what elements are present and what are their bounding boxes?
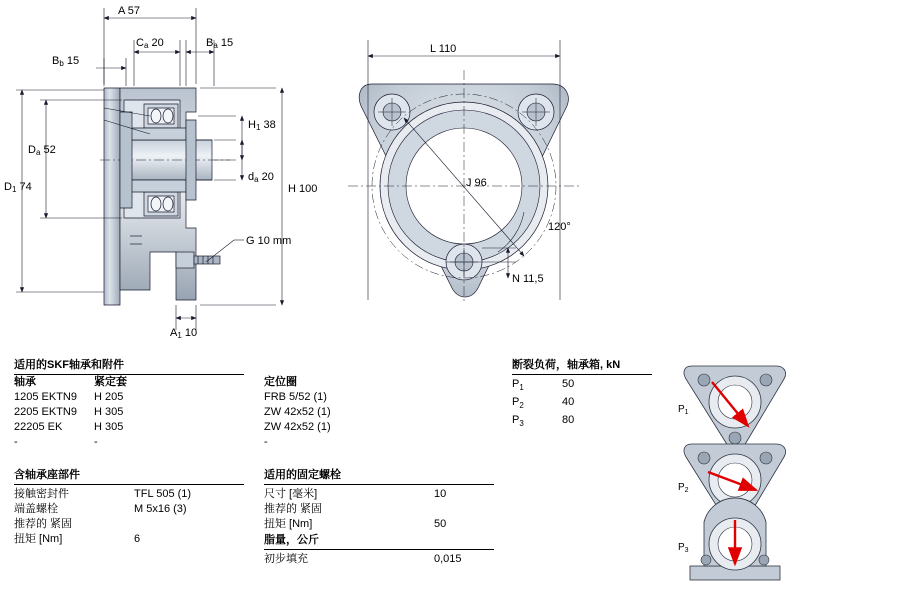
table-row [14, 420, 494, 435]
load-label: P [512, 396, 520, 409]
icon-label-p3: $P_3$ [678, 542, 689, 554]
cell-label: 扭矩 [Nm] [264, 518, 313, 530]
cell-label: 初步填充 [264, 553, 308, 565]
load-value: 40 [562, 396, 575, 409]
cell-label: 扭矩 [Nm] [14, 533, 63, 545]
table-grease-title: 脂量，公斤 [264, 533, 494, 550]
dim-Ca: Ca 20 [136, 37, 164, 50]
load-value: 80 [562, 414, 575, 427]
cell-value [134, 517, 244, 532]
cell-value: 10 [434, 488, 447, 500]
cell-sleeve: H 305 [94, 406, 124, 418]
dim-Bb: Bb 15 [52, 55, 80, 68]
cell-value: 6 [134, 533, 141, 545]
dim-da: da 20 [248, 171, 274, 184]
load-direction-icons [660, 360, 850, 590]
cell-label: 尺寸 [毫米] [264, 488, 318, 500]
load-sub: 3 [519, 419, 524, 429]
left-section-view [100, 88, 230, 305]
cell-bearing: 22205 EK [14, 421, 63, 433]
table-housing-title: 含轴承座部件 [14, 468, 244, 485]
cell-value: 50 [434, 518, 447, 530]
table-row [264, 552, 494, 567]
table-row [14, 517, 244, 532]
cell-label: 接触密封件 [14, 488, 69, 500]
cell-ring: ZW 42x52 (1) [264, 421, 331, 433]
table-bearings-body [14, 375, 494, 450]
cell-value: M 5x16 (3) [134, 503, 187, 515]
table-row [14, 390, 494, 405]
load-label: P [512, 378, 520, 390]
icon-label-p2: $P_2$ [678, 482, 689, 494]
load-sub: 2 [519, 401, 524, 411]
cell-bearing: 2205 EKTN9 [14, 406, 77, 418]
dim-J: J 96 [466, 177, 487, 189]
load-value: 50 [562, 378, 575, 390]
table-row [14, 487, 244, 502]
cell-sleeve: H 205 [94, 391, 124, 403]
cell-bearing: 1205 EKTN9 [14, 391, 77, 403]
icon-label-p1: $P_1$ [678, 404, 689, 416]
dim-D1: D1 74 [4, 181, 32, 194]
cell-ring: ZW 42x52 (1) [264, 406, 331, 418]
table-housing [14, 468, 244, 547]
table-loads [512, 358, 652, 432]
col-bearing: 轴承 [14, 376, 36, 388]
cell-value: TFL 505 (1) [134, 488, 192, 500]
cell-label: 推荐的 紧固 [14, 518, 73, 530]
load-icon-p3 [678, 498, 780, 580]
cell-label: 推荐的 紧固 [264, 503, 323, 515]
dim-A: A 57 [118, 5, 141, 17]
cell-ring: - [264, 436, 268, 448]
col-ring: 定位圈 [264, 376, 297, 388]
table-bolts-title: 适用的固定螺栓 [264, 468, 494, 485]
table-row [264, 487, 494, 502]
dim-H1: H1 38 [248, 119, 276, 132]
table-bearings-title: 适用的SKF轴承和附件 [14, 358, 244, 375]
table-row [512, 377, 652, 395]
table-row [512, 413, 652, 431]
dim-N: N 11,5 [512, 273, 544, 285]
right-front-view [348, 70, 582, 302]
table-row [264, 502, 494, 517]
dim-A1: A1 10 [170, 327, 198, 340]
cell-sleeve: - [94, 436, 98, 448]
col-sleeve: 紧定套 [94, 376, 127, 388]
dim-L: L 110 [430, 43, 457, 55]
cell-bearing: - [14, 436, 18, 448]
table-row [14, 532, 244, 547]
cell-label: 端盖螺栓 [14, 503, 58, 515]
cell-sleeve: H 305 [94, 421, 124, 433]
cell-value [434, 502, 494, 517]
dim-Ba: Ba 15 [206, 37, 234, 50]
table-loads-title: 断裂负荷，轴承箱, kN [512, 358, 652, 375]
load-sub: 1 [519, 383, 524, 393]
dim-H: H 100 [288, 183, 318, 195]
load-icon-p1 [678, 366, 786, 451]
table-bolts [264, 468, 494, 532]
dim-G: G 10 mm [246, 235, 292, 247]
table-row [14, 405, 494, 420]
cell-ring: FRB 5/52 (1) [264, 391, 327, 403]
cell-value: 0,015 [434, 553, 462, 565]
load-label: P [512, 414, 520, 427]
table-row [264, 517, 494, 532]
table-row [512, 395, 652, 413]
dim-angle: 120° [548, 221, 571, 233]
table-row [14, 435, 494, 450]
table-grease [264, 533, 494, 567]
dim-Da: Da 52 [28, 144, 56, 157]
table-row [14, 502, 244, 517]
